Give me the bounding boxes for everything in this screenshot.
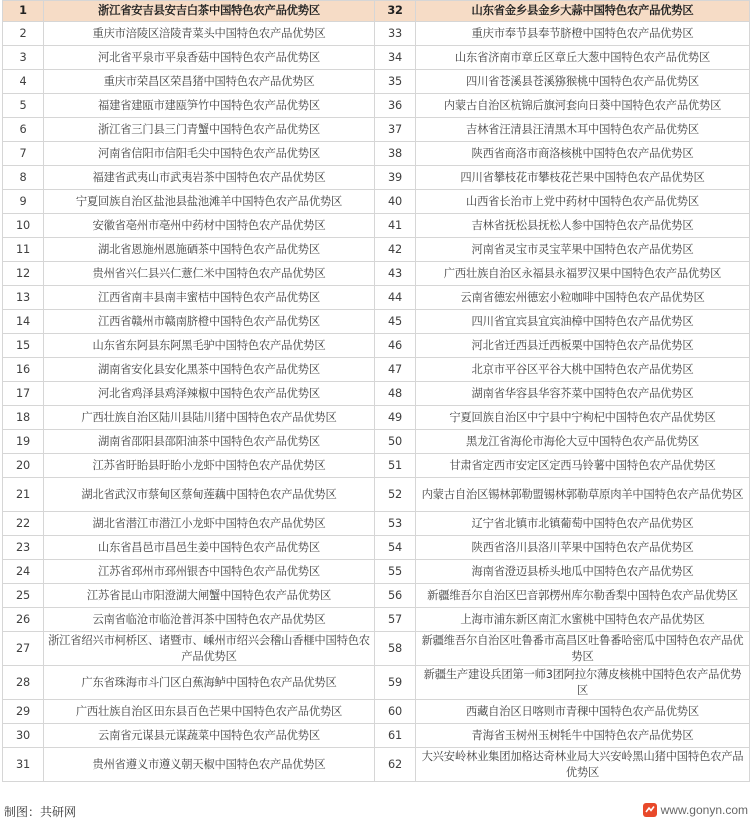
row-left-number: 31 bbox=[3, 748, 44, 782]
row-right-number: 40 bbox=[375, 190, 416, 214]
row-left-name: 江苏省盱眙县盱眙小龙虾中国特色农产品优势区 bbox=[44, 454, 375, 478]
table-row bbox=[3, 118, 750, 142]
row-right-name: 湖南省华容县华容芥菜中国特色农产品优势区 bbox=[416, 382, 750, 406]
row-left-name: 安徽省亳州市亳州中药材中国特色农产品优势区 bbox=[44, 214, 375, 238]
row-right-name: 山西省长治市上党中药材中国特色农产品优势区 bbox=[416, 190, 750, 214]
row-right-name: 北京市平谷区平谷大桃中国特色农产品优势区 bbox=[416, 358, 750, 382]
row-left-number: 24 bbox=[3, 560, 44, 584]
table-row bbox=[3, 70, 750, 94]
row-right-number: 35 bbox=[375, 70, 416, 94]
table-body bbox=[3, 1, 750, 782]
row-left-number: 18 bbox=[3, 406, 44, 430]
row-left-number: 9 bbox=[3, 190, 44, 214]
row-left-number: 6 bbox=[3, 118, 44, 142]
row-right-name: 新疆维吾尔自治区吐鲁番市高昌区吐鲁番哈密瓜中国特色农产品优势区 bbox=[416, 632, 750, 666]
row-right-name: 海南省澄迈县桥头地瓜中国特色农产品优势区 bbox=[416, 560, 750, 584]
row-left-number: 19 bbox=[3, 430, 44, 454]
row-left-number: 22 bbox=[3, 512, 44, 536]
row-left-name: 湖北省恩施州恩施硒茶中国特色农产品优势区 bbox=[44, 238, 375, 262]
row-left-name: 云南省元谋县元谋蔬菜中国特色农产品优势区 bbox=[44, 724, 375, 748]
row-right-name: 云南省德宏州德宏小粒咖啡中国特色农产品优势区 bbox=[416, 286, 750, 310]
row-right-name: 广西壮族自治区永福县永福罗汉果中国特色农产品优势区 bbox=[416, 262, 750, 286]
row-left-name: 福建省建瓯市建瓯笋竹中国特色农产品优势区 bbox=[44, 94, 375, 118]
row-left-name: 广西壮族自治区陆川县陆川猪中国特色农产品优势区 bbox=[44, 406, 375, 430]
row-right-name: 四川省苍溪县苍溪猕猴桃中国特色农产品优势区 bbox=[416, 70, 750, 94]
row-left-name: 云南省临沧市临沧普洱茶中国特色农产品优势区 bbox=[44, 608, 375, 632]
table-row bbox=[3, 166, 750, 190]
table-row bbox=[3, 560, 750, 584]
row-right-number: 39 bbox=[375, 166, 416, 190]
row-left-number: 8 bbox=[3, 166, 44, 190]
row-left-number: 28 bbox=[3, 666, 44, 700]
row-right-number: 54 bbox=[375, 536, 416, 560]
row-right-number: 61 bbox=[375, 724, 416, 748]
site-url: www.gonyn.com bbox=[660, 803, 748, 817]
row-left-name: 江西省赣州市赣南脐橙中国特色农产品优势区 bbox=[44, 310, 375, 334]
table-row bbox=[3, 406, 750, 430]
table-row bbox=[3, 382, 750, 406]
header-left-name: 浙江省安吉县安吉白茶中国特色农产品优势区 bbox=[44, 1, 375, 22]
row-left-name: 河北省鸡泽县鸡泽辣椒中国特色农产品优势区 bbox=[44, 382, 375, 406]
table-row bbox=[3, 608, 750, 632]
row-left-name: 福建省武夷山市武夷岩茶中国特色农产品优势区 bbox=[44, 166, 375, 190]
table-row bbox=[3, 22, 750, 46]
row-left-number: 21 bbox=[3, 478, 44, 512]
table-row bbox=[3, 286, 750, 310]
row-right-number: 51 bbox=[375, 454, 416, 478]
row-left-name: 河北省平泉市平泉香菇中国特色农产品优势区 bbox=[44, 46, 375, 70]
row-left-name: 宁夏回族自治区盐池县盐池滩羊中国特色农产品优势区 bbox=[44, 190, 375, 214]
table-row bbox=[3, 632, 750, 666]
table-row bbox=[3, 358, 750, 382]
table-row bbox=[3, 214, 750, 238]
row-right-name: 吉林省抚松县抚松人参中国特色农产品优势区 bbox=[416, 214, 750, 238]
row-left-name: 广东省珠海市斗门区白蕉海鲈中国特色农产品优势区 bbox=[44, 666, 375, 700]
row-right-number: 49 bbox=[375, 406, 416, 430]
row-right-number: 53 bbox=[375, 512, 416, 536]
row-left-number: 25 bbox=[3, 584, 44, 608]
row-left-number: 16 bbox=[3, 358, 44, 382]
row-left-number: 13 bbox=[3, 286, 44, 310]
row-left-name: 江苏省邳州市邳州银杏中国特色农产品优势区 bbox=[44, 560, 375, 584]
row-right-name: 山东省济南市章丘区章丘大葱中国特色农产品优势区 bbox=[416, 46, 750, 70]
row-right-number: 59 bbox=[375, 666, 416, 700]
row-left-name: 山东省昌邑市昌邑生姜中国特色农产品优势区 bbox=[44, 536, 375, 560]
row-left-number: 5 bbox=[3, 94, 44, 118]
row-right-number: 55 bbox=[375, 560, 416, 584]
row-right-name: 上海市浦东新区南汇水蜜桃中国特色农产品优势区 bbox=[416, 608, 750, 632]
row-right-name: 青海省玉树州玉树牦牛中国特色农产品优势区 bbox=[416, 724, 750, 748]
footer bbox=[4, 801, 748, 821]
row-left-name: 重庆市荣昌区荣昌猪中国特色农产品优势区 bbox=[44, 70, 375, 94]
row-right-number: 41 bbox=[375, 214, 416, 238]
table-row bbox=[3, 142, 750, 166]
row-right-name: 陕西省洛川县洛川苹果中国特色农产品优势区 bbox=[416, 536, 750, 560]
header-right-name: 山东省金乡县金乡大蒜中国特色农产品优势区 bbox=[416, 1, 750, 22]
table-row bbox=[3, 94, 750, 118]
row-right-name: 四川省宜宾县宜宾油樟中国特色农产品优势区 bbox=[416, 310, 750, 334]
row-left-name: 河南省信阳市信阳毛尖中国特色农产品优势区 bbox=[44, 142, 375, 166]
row-left-name: 广西壮族自治区田东县百色芒果中国特色农产品优势区 bbox=[44, 700, 375, 724]
row-left-number: 17 bbox=[3, 382, 44, 406]
row-right-name: 河北省迁西县迁西板栗中国特色农产品优势区 bbox=[416, 334, 750, 358]
row-left-number: 27 bbox=[3, 632, 44, 666]
row-left-name: 浙江省三门县三门青蟹中国特色农产品优势区 bbox=[44, 118, 375, 142]
table-row bbox=[3, 238, 750, 262]
row-left-number: 11 bbox=[3, 238, 44, 262]
table-row bbox=[3, 748, 750, 782]
table-row bbox=[3, 666, 750, 700]
row-right-number: 57 bbox=[375, 608, 416, 632]
row-right-number: 48 bbox=[375, 382, 416, 406]
row-left-name: 江苏省昆山市阳澄湖大闸蟹中国特色农产品优势区 bbox=[44, 584, 375, 608]
row-left-name: 湖北省潜江市潜江小龙虾中国特色农产品优势区 bbox=[44, 512, 375, 536]
row-left-number: 10 bbox=[3, 214, 44, 238]
row-right-name: 大兴安岭林业集团加格达奇林业局大兴安岭黑山猪中国特色农产品优势区 bbox=[416, 748, 750, 782]
row-left-name: 江西省南丰县南丰蜜桔中国特色农产品优势区 bbox=[44, 286, 375, 310]
row-left-number: 30 bbox=[3, 724, 44, 748]
row-left-name: 湖南省安化县安化黑茶中国特色农产品优势区 bbox=[44, 358, 375, 382]
row-right-name: 宁夏回族自治区中宁县中宁枸杞中国特色农产品优势区 bbox=[416, 406, 750, 430]
row-right-name: 内蒙古自治区杭锦后旗河套向日葵中国特色农产品优势区 bbox=[416, 94, 750, 118]
row-right-name: 陕西省商洛市商洛核桃中国特色农产品优势区 bbox=[416, 142, 750, 166]
table-row bbox=[3, 430, 750, 454]
row-left-name: 浙江省绍兴市柯桥区、诸暨市、嵊州市绍兴会稽山香榧中国特色农产品优势区 bbox=[44, 632, 375, 666]
row-right-number: 46 bbox=[375, 334, 416, 358]
row-right-number: 56 bbox=[375, 584, 416, 608]
table-row bbox=[3, 536, 750, 560]
table-row bbox=[3, 478, 750, 512]
row-right-name: 西藏自治区日喀则市青稞中国特色农产品优势区 bbox=[416, 700, 750, 724]
table-row bbox=[3, 262, 750, 286]
row-right-name: 黑龙江省海伦市海伦大豆中国特色农产品优势区 bbox=[416, 430, 750, 454]
row-right-name: 四川省攀枝花市攀枝花芒果中国特色农产品优势区 bbox=[416, 166, 750, 190]
row-left-name: 湖南省邵阳县邵阳油茶中国特色农产品优势区 bbox=[44, 430, 375, 454]
row-right-number: 34 bbox=[375, 46, 416, 70]
row-right-name: 内蒙古自治区锡林郭勒盟锡林郭勒草原肉羊中国特色农产品优势区 bbox=[416, 478, 750, 512]
row-right-number: 43 bbox=[375, 262, 416, 286]
table-row bbox=[3, 512, 750, 536]
regions-table bbox=[2, 0, 750, 782]
row-right-number: 45 bbox=[375, 310, 416, 334]
row-right-name: 重庆市奉节县奉节脐橙中国特色农产品优势区 bbox=[416, 22, 750, 46]
table-row bbox=[3, 700, 750, 724]
row-left-number: 4 bbox=[3, 70, 44, 94]
row-right-number: 62 bbox=[375, 748, 416, 782]
row-left-number: 3 bbox=[3, 46, 44, 70]
row-right-number: 44 bbox=[375, 286, 416, 310]
header-left-number: 1 bbox=[3, 1, 44, 22]
table-row bbox=[3, 310, 750, 334]
site-logo bbox=[643, 801, 748, 819]
row-right-number: 47 bbox=[375, 358, 416, 382]
table-row bbox=[3, 46, 750, 70]
row-left-number: 20 bbox=[3, 454, 44, 478]
row-left-number: 29 bbox=[3, 700, 44, 724]
row-left-number: 26 bbox=[3, 608, 44, 632]
row-right-number: 36 bbox=[375, 94, 416, 118]
row-left-name: 贵州省兴仁县兴仁薏仁米中国特色农产品优势区 bbox=[44, 262, 375, 286]
table-row bbox=[3, 190, 750, 214]
header-right-number: 32 bbox=[375, 1, 416, 22]
row-left-name: 山东省东阿县东阿黑毛驴中国特色农产品优势区 bbox=[44, 334, 375, 358]
row-left-number: 2 bbox=[3, 22, 44, 46]
row-right-name: 河南省灵宝市灵宝苹果中国特色农产品优势区 bbox=[416, 238, 750, 262]
row-left-number: 15 bbox=[3, 334, 44, 358]
gonyn-logo-icon bbox=[643, 803, 657, 817]
row-right-number: 37 bbox=[375, 118, 416, 142]
row-right-number: 33 bbox=[375, 22, 416, 46]
table-row bbox=[3, 724, 750, 748]
row-left-number: 12 bbox=[3, 262, 44, 286]
table-row bbox=[3, 454, 750, 478]
table-row bbox=[3, 584, 750, 608]
table-row bbox=[3, 334, 750, 358]
row-right-number: 52 bbox=[375, 478, 416, 512]
row-left-number: 23 bbox=[3, 536, 44, 560]
row-right-number: 50 bbox=[375, 430, 416, 454]
row-right-name: 甘肃省定西市安定区定西马铃薯中国特色农产品优势区 bbox=[416, 454, 750, 478]
row-right-number: 58 bbox=[375, 632, 416, 666]
row-right-name: 辽宁省北镇市北镇葡萄中国特色农产品优势区 bbox=[416, 512, 750, 536]
row-right-name: 新疆生产建设兵团第一师3团阿拉尔薄皮核桃中国特色农产品优势区 bbox=[416, 666, 750, 700]
row-right-number: 42 bbox=[375, 238, 416, 262]
row-right-name: 新疆维吾尔自治区巴音郭楞州库尔勒香梨中国特色农产品优势区 bbox=[416, 584, 750, 608]
chart-caption: 制图：共研网 bbox=[4, 805, 77, 819]
row-right-number: 38 bbox=[375, 142, 416, 166]
table-header-row bbox=[3, 1, 750, 22]
row-left-name: 重庆市涪陵区涪陵青菜头中国特色农产品优势区 bbox=[44, 22, 375, 46]
row-right-number: 60 bbox=[375, 700, 416, 724]
row-right-name: 吉林省汪清县汪清黑木耳中国特色农产品优势区 bbox=[416, 118, 750, 142]
row-left-number: 14 bbox=[3, 310, 44, 334]
row-left-number: 7 bbox=[3, 142, 44, 166]
row-left-name: 湖北省武汉市蔡甸区蔡甸莲藕中国特色农产品优势区 bbox=[44, 478, 375, 512]
row-left-name: 贵州省遵义市遵义朝天椒中国特色农产品优势区 bbox=[44, 748, 375, 782]
